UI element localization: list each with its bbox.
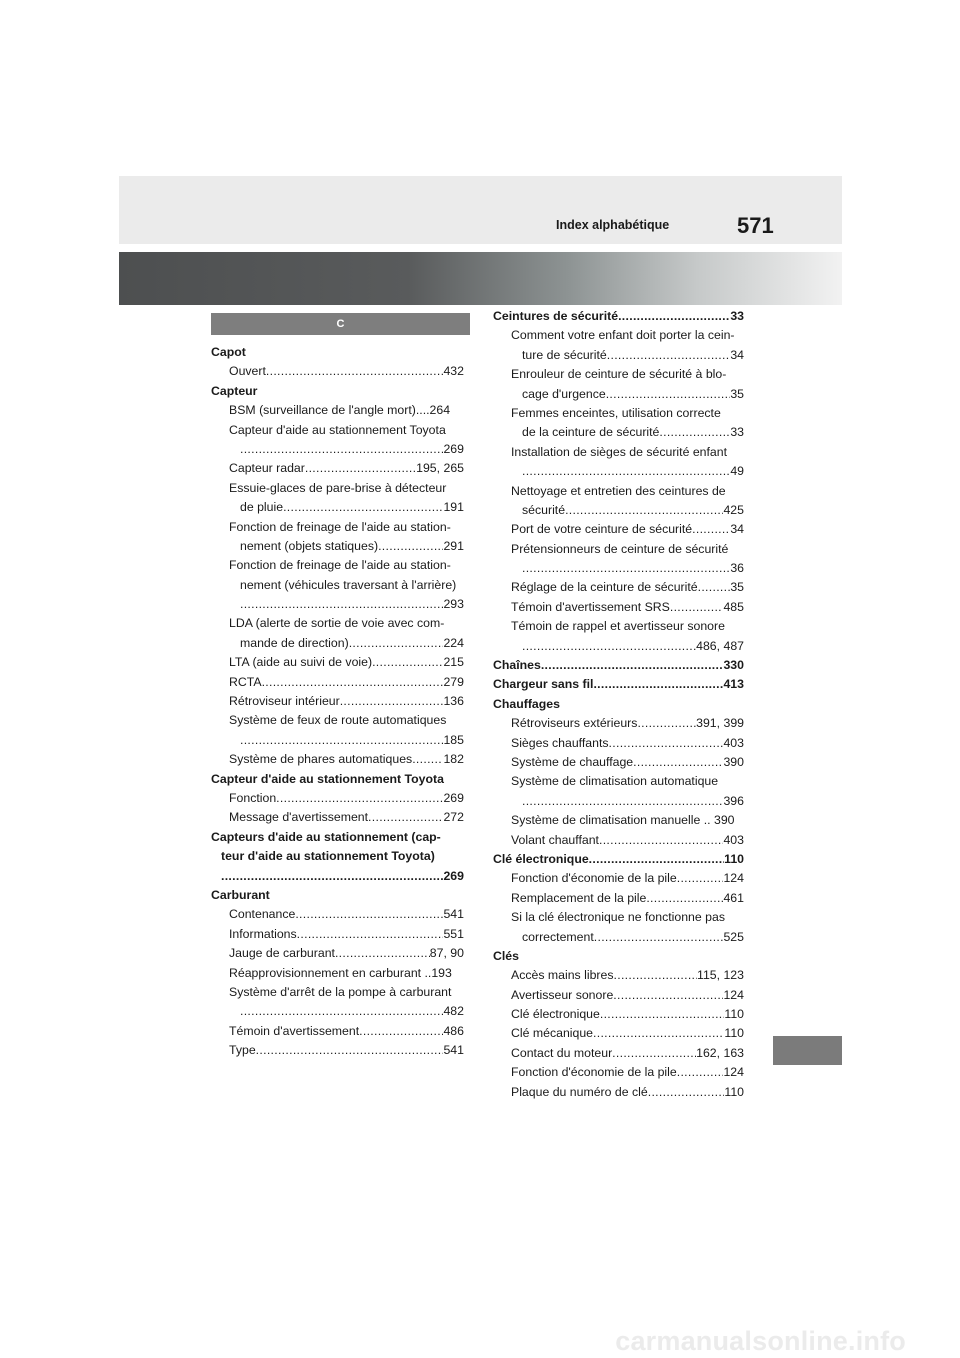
index-entry-sub	[211, 750, 464, 769]
leader-dots	[541, 656, 724, 675]
entry-text: Système de climatisation automatique	[511, 774, 719, 789]
index-entry-sub	[211, 808, 464, 827]
page-reference: 34	[730, 347, 744, 362]
index-entry-sub	[493, 501, 744, 520]
page-reference: 330	[723, 658, 744, 673]
index-entry-sub	[493, 578, 744, 597]
leader-dots	[659, 423, 730, 442]
page-reference: 33	[730, 309, 744, 323]
leader-dots	[589, 850, 724, 869]
page-reference: 115, 123	[697, 968, 744, 983]
index-entry-sub	[493, 1005, 744, 1024]
index-entry-sub	[211, 518, 464, 537]
letter-heading: C	[211, 313, 470, 335]
leader-dots	[335, 944, 430, 963]
page-reference: 35	[730, 386, 744, 401]
leader-dots	[670, 598, 724, 617]
entry-text: Fonction d'économie de la pile	[511, 871, 677, 886]
leader-dots	[607, 346, 731, 365]
index-entry-sub	[493, 966, 744, 985]
entry-text: cage d'urgence	[522, 386, 606, 401]
entry-text: LDA (alerte de sortie de voie avec com-	[229, 616, 445, 631]
page-reference: 525	[723, 929, 744, 944]
page-reference: 403	[723, 735, 744, 750]
leader-dots	[368, 808, 443, 827]
index-entry-sub	[493, 734, 744, 753]
entry-text: Sièges chauffants	[511, 735, 609, 750]
index-entry-sub	[211, 711, 464, 730]
header-band	[119, 176, 842, 244]
leader-dots	[633, 753, 723, 772]
decorative-gradient-bar	[119, 252, 842, 305]
leader-dots	[637, 714, 696, 733]
entry-text: Contenance	[229, 907, 296, 922]
page-reference: 551	[443, 926, 464, 941]
page-reference: 486	[443, 1023, 464, 1038]
entry-text: Enrouleur de ceinture de sécurité à blo-	[511, 367, 727, 382]
page-reference: 110	[724, 1007, 744, 1022]
leader-dots	[593, 675, 723, 694]
entry-text: Si la clé électronique ne fonctionne pas	[511, 910, 725, 925]
index-entry-sub	[493, 772, 744, 791]
index-entry-main	[493, 656, 744, 675]
entry-text: Capteur d'aide au stationnement Toyota	[229, 422, 446, 437]
leader-dots	[372, 653, 443, 672]
entry-text: de pluie	[240, 500, 284, 515]
index-entry-sub	[493, 714, 744, 733]
index-entry-sub	[211, 459, 464, 478]
entry-text: Avertisseur sonore	[511, 987, 614, 1002]
page-reference: 269	[443, 790, 464, 805]
page-reference: 293	[443, 597, 464, 612]
leader-dots	[599, 831, 723, 850]
leader-dots	[256, 1041, 444, 1060]
entry-text: Capteur	[211, 383, 258, 398]
index-entry-sub	[493, 889, 744, 908]
index-entry-sub	[493, 326, 744, 345]
index-entry-sub	[493, 1044, 744, 1063]
index-entry-sub	[493, 811, 744, 830]
index-entry-sub	[211, 731, 464, 750]
entry-text: Ceintures de sécurité	[493, 309, 619, 323]
section-title: Index alphabétique	[556, 218, 670, 232]
page-reference: 110	[724, 1084, 744, 1099]
entry-text: Type	[229, 1043, 256, 1058]
entry-text: Ouvert	[229, 364, 266, 379]
entry-text: Clé électronique	[511, 1007, 600, 1022]
leader-dots	[614, 966, 698, 985]
entry-text: sécurité	[522, 502, 566, 517]
entry-text: Système de feux de route automatiques	[229, 713, 447, 728]
index-entry-sub	[493, 753, 744, 772]
leader-dots	[522, 559, 730, 578]
page-reference: 215	[443, 655, 464, 670]
index-entry-main	[211, 886, 464, 905]
entry-text: Message d'avertissement	[229, 810, 369, 825]
entry-text: Capteur radar	[229, 461, 305, 476]
index-entry-sub	[493, 1083, 744, 1102]
leader-dots	[340, 692, 444, 711]
page-reference: 124	[723, 871, 744, 886]
leader-dots	[297, 925, 444, 944]
entry-text: Plaque du numéro de clé	[511, 1084, 648, 1099]
index-entry-sub	[493, 986, 744, 1005]
entry-text: Chargeur sans fil	[493, 677, 594, 692]
page-reference: 33	[730, 425, 744, 440]
index-entry-sub	[493, 423, 744, 442]
index-column-right	[493, 307, 744, 1102]
index-entry-sub	[493, 520, 744, 539]
index-entry-sub	[493, 346, 744, 365]
entry-text: Fonction de freinage de l'aide au station-	[229, 519, 451, 534]
index-entry-sub	[211, 614, 464, 633]
page-reference: 110	[724, 851, 744, 866]
entry-text: Accès mains libres	[511, 968, 614, 983]
index-entry-main	[211, 847, 464, 866]
index-entry-main	[493, 850, 744, 869]
leader-dots	[262, 673, 444, 692]
index-entry-sub	[493, 792, 744, 811]
page-reference: 110	[724, 1026, 744, 1041]
index-entry-main	[211, 867, 464, 886]
index-entry-main	[211, 382, 464, 401]
index-entry-sub	[493, 1024, 744, 1043]
entry-text: Témoin de rappel et avertisseur sonore	[511, 619, 725, 634]
entry-text: Fonction de freinage de l'aide au station-	[229, 558, 451, 573]
entry-text: Comment votre enfant doit porter la cein-	[511, 328, 735, 343]
index-column-left	[211, 343, 464, 1060]
leader-dots	[698, 578, 731, 597]
leader-dots	[646, 889, 723, 908]
index-entry-sub	[493, 831, 744, 850]
index-entry-sub	[211, 498, 464, 517]
page-reference: 413	[723, 677, 744, 692]
leader-dots	[677, 869, 724, 888]
entry-text: RCTA	[229, 674, 262, 689]
index-entry-sub	[493, 617, 744, 636]
thumb-index-tab	[773, 1036, 842, 1065]
entry-text: Chauffages	[493, 696, 560, 711]
index-entry-sub	[211, 1022, 464, 1041]
page-reference: 390	[723, 754, 744, 769]
index-entry-sub	[211, 634, 464, 653]
entry-text: Capteur d'aide au stationnement Toyota	[211, 771, 444, 786]
entry-text: nement (véhicules traversant à l'arrière)	[240, 577, 457, 592]
leader-dots	[412, 750, 443, 769]
entry-text: Réglage de la ceinture de sécurité	[511, 580, 698, 595]
page-reference: 482	[443, 1004, 464, 1019]
index-entry-sub	[211, 964, 464, 983]
entry-text: Clé mécanique	[511, 1026, 594, 1041]
leader-dots	[305, 459, 416, 478]
page-reference: 36	[730, 561, 744, 576]
entry-text: Nettoyage et entretien des ceintures de	[511, 483, 726, 498]
index-entry-sub	[493, 443, 744, 462]
leader-dots	[612, 1044, 696, 1063]
page-reference: 269	[443, 441, 464, 456]
leader-dots	[359, 1022, 443, 1041]
index-entry-sub	[493, 462, 744, 481]
leader-dots	[522, 637, 696, 656]
footer	[0, 1326, 960, 1358]
index-entry-sub	[211, 440, 464, 459]
index-entry-sub	[211, 653, 464, 672]
index-entry-sub	[211, 576, 464, 595]
page-reference: 124	[723, 1065, 744, 1080]
index-entry-sub	[493, 908, 744, 927]
page-reference: 425	[723, 502, 744, 517]
index-entry-sub	[493, 404, 744, 423]
leader-dots	[240, 731, 443, 750]
index-entry-sub	[211, 789, 464, 808]
index-entry-sub	[211, 1041, 464, 1060]
entry-text: Système d'arrêt de la pompe à carburant	[229, 984, 452, 999]
page-reference: 182	[443, 752, 464, 767]
entry-text: Témoin d'avertissement	[229, 1023, 360, 1038]
entry-text: Informations	[229, 926, 297, 941]
leader-dots	[609, 734, 724, 753]
index-entry-main	[493, 307, 744, 326]
index-entry-sub	[493, 598, 744, 617]
leader-dots	[240, 1002, 443, 1021]
page-reference: 269	[443, 868, 464, 883]
entry-text: Témoin d'avertissement SRS	[511, 599, 670, 614]
index-entry-sub	[211, 1002, 464, 1021]
entry-text: Rétroviseurs extérieurs	[511, 716, 638, 731]
index-entry-sub	[493, 385, 744, 404]
leader-dots	[593, 1024, 724, 1043]
entry-text: Chaînes	[493, 658, 541, 673]
page-reference: 162, 163	[696, 1045, 744, 1060]
page-reference: 87, 90	[429, 946, 464, 961]
page-reference: 34	[730, 522, 744, 537]
entry-text: Jauge de carburant	[229, 946, 335, 961]
leader-dots	[613, 986, 723, 1005]
index-entry-main	[493, 695, 744, 714]
entry-text: Fonction d'économie de la pile	[511, 1065, 677, 1080]
index-entry-sub	[211, 673, 464, 692]
index-entry-sub	[211, 983, 464, 1002]
entry-text: Réapprovisionnement en carburant ..193	[229, 965, 452, 980]
page-reference: 461	[723, 890, 744, 905]
entry-text: Volant chauffant	[511, 832, 599, 847]
leader-dots	[276, 789, 443, 808]
index-entry-sub	[211, 925, 464, 944]
page-reference: 49	[730, 464, 744, 479]
index-entry-sub	[493, 559, 744, 578]
entry-text: Femmes enceintes, utilisation correcte	[511, 405, 721, 420]
entry-text: Installation de sièges de sécurité enfant	[511, 444, 728, 459]
entry-text: ture de sécurité	[522, 347, 607, 362]
entry-text: Système de chauffage	[511, 754, 634, 769]
leader-dots	[565, 501, 723, 520]
page-reference: 185	[443, 732, 464, 747]
index-entry-sub	[211, 692, 464, 711]
leader-dots	[594, 928, 724, 947]
page-number: 571	[737, 213, 774, 238]
entry-text: Clés	[493, 948, 519, 963]
entry-text: Contact du moteur	[511, 1045, 613, 1060]
entry-text: teur d'aide au stationnement Toyota)	[221, 849, 435, 864]
leader-dots	[349, 634, 444, 653]
index-entry-sub	[211, 479, 464, 498]
watermark-text: carmanualsonline.info	[615, 1326, 906, 1356]
leader-dots	[240, 440, 443, 459]
page-reference: 486, 487	[696, 638, 744, 653]
page-reference: 432	[443, 364, 464, 379]
page-reference: 272	[443, 810, 464, 825]
page-reference: 485	[723, 599, 744, 614]
entry-text: Carburant	[211, 887, 270, 902]
page-reference: 391, 399	[696, 716, 744, 731]
index-entry-sub	[211, 944, 464, 963]
page-reference: 195, 265	[416, 461, 464, 476]
index-entry-sub	[493, 365, 744, 384]
leader-dots	[677, 1063, 724, 1082]
entry-text: nement (objets statiques)	[240, 538, 379, 553]
entry-text: Port de votre ceinture de sécurité	[511, 522, 693, 537]
leader-dots	[692, 520, 730, 539]
page-reference: 224	[443, 635, 464, 650]
entry-text: Capot	[211, 345, 246, 359]
index-entry-main	[211, 343, 464, 362]
index-entry-sub	[493, 637, 744, 656]
entry-text: LTA (aide au suivi de voie)	[229, 655, 373, 670]
index-entry-sub	[211, 905, 464, 924]
entry-text: Clé électronique	[493, 851, 589, 866]
index-entry-sub	[493, 1063, 744, 1082]
index-entry-sub	[211, 556, 464, 575]
leader-dots	[283, 498, 443, 517]
leader-dots	[618, 307, 730, 326]
entry-text: Fonction	[229, 790, 277, 805]
page-reference: 35	[730, 580, 744, 595]
entry-text: Prétensionneurs de ceinture de sécurité	[511, 541, 729, 556]
entry-text: mande de direction)	[240, 635, 349, 650]
leader-dots	[295, 905, 443, 924]
page-reference: 124	[723, 987, 744, 1002]
leader-dots	[606, 385, 731, 404]
page-reference: 136	[443, 694, 464, 709]
index-entry-main	[211, 770, 464, 789]
entry-text: Système de climatisation manuelle .. 390	[511, 813, 735, 828]
index-entry-sub	[493, 928, 744, 947]
index-entry-main	[493, 947, 744, 966]
leader-dots	[221, 867, 443, 886]
page-reference: 279	[443, 674, 464, 689]
leader-dots	[266, 362, 444, 381]
page-reference: 541	[443, 907, 464, 922]
entry-text: Capteurs d'aide au stationnement (cap-	[211, 829, 441, 844]
page-reference: 396	[723, 793, 744, 808]
leader-dots	[522, 462, 730, 481]
index-entry-sub	[493, 869, 744, 888]
entry-text: Essuie-glaces de pare-brise à détecteur	[229, 480, 447, 495]
index-entry-sub	[493, 482, 744, 501]
index-entry-sub	[493, 540, 744, 559]
entry-text: correctement	[522, 929, 594, 944]
page-reference: 403	[723, 832, 744, 847]
index-entry-sub	[211, 362, 464, 381]
index-entry-main	[211, 828, 464, 847]
page-reference: 541	[443, 1043, 464, 1058]
leader-dots	[378, 537, 443, 556]
index-entry-sub	[211, 421, 464, 440]
leader-dots	[600, 1005, 725, 1024]
leader-dots	[240, 595, 443, 614]
page-reference: 291	[443, 538, 464, 553]
index-entry-sub	[211, 401, 464, 420]
index-entry-main	[493, 675, 744, 694]
index-entry-sub	[211, 537, 464, 556]
index-entry-sub	[211, 595, 464, 614]
entry-text: Système de phares automatiques	[229, 752, 413, 767]
leader-dots	[648, 1083, 725, 1102]
page-reference: 191	[443, 500, 464, 515]
entry-text: Remplacement de la pile	[511, 890, 647, 905]
entry-text: de la ceinture de sécurité	[522, 425, 660, 440]
leader-dots	[522, 792, 723, 811]
entry-text: BSM (surveillance de l'angle mort)....264	[229, 403, 451, 418]
entry-text: Rétroviseur intérieur	[229, 694, 340, 709]
